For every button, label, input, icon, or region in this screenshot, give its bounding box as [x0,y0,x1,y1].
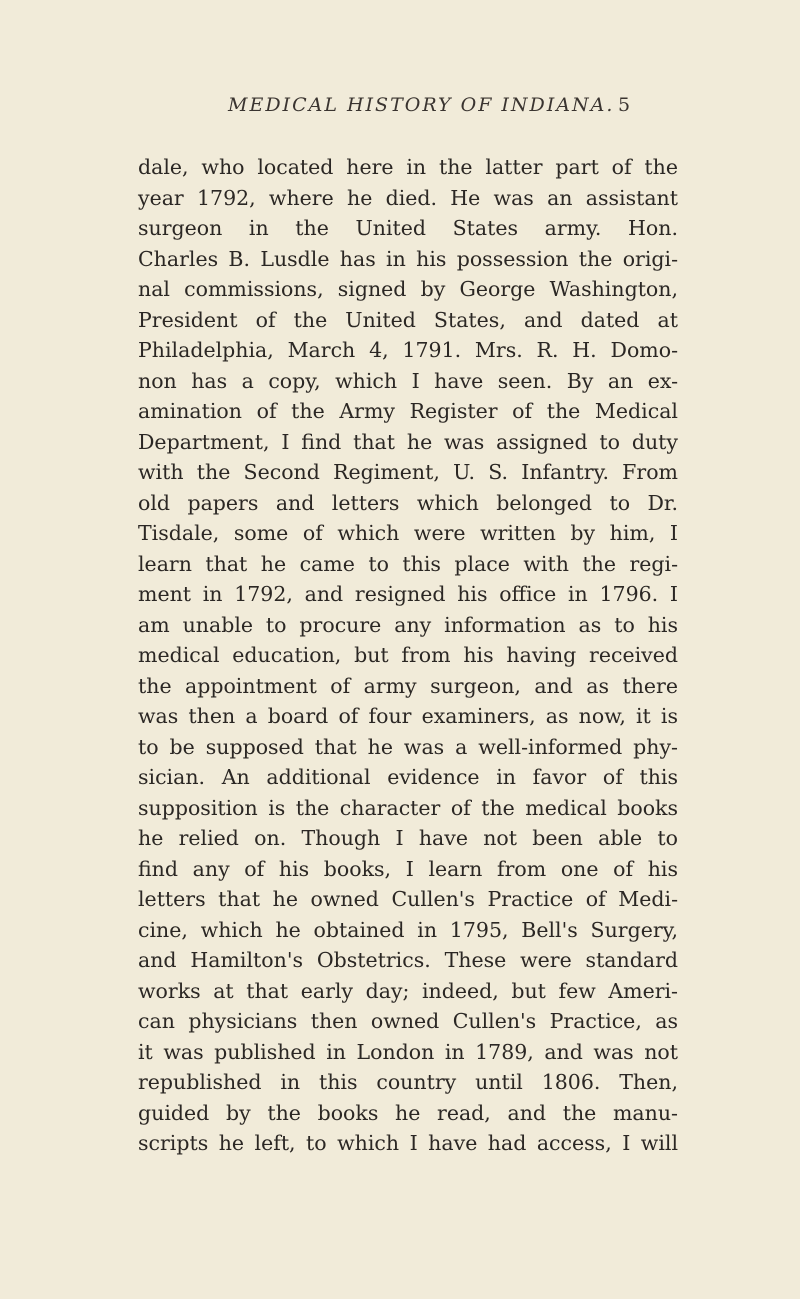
text-line: the appointment of army surgeon, and as there [138,673,678,698]
text-line: scripts he left, to which I have had access, I will [138,1131,678,1155]
text-line: guided by the books he read, and the manu- [138,1100,678,1125]
text-line: ment in 1792, and resigned his office in 1796. I [138,582,678,606]
text-line: surgeon in the United States army. Hon. [138,216,678,240]
text-line: President of the United States, and dated at [138,307,678,332]
text-line: dale, who located here in the latter part of the [138,155,678,179]
text-line: old papers and letters which belonged to Dr. [138,490,678,515]
text-line: medical education, but from his having received [138,643,678,667]
page-number: 5 [618,94,631,116]
text-line: sician. An additional evidence in favor of this [138,765,678,789]
text-line: it was published in London in 1789, and was not [138,1039,678,1064]
text-line: am unable to procure any information as to his [138,612,678,637]
text-line: year 1792, where he died. He was an assistant [138,185,678,210]
text-line: to be supposed that he was a well-informed phy- [138,734,678,759]
text-line: Department, I find that he was assigned to duty [138,429,678,454]
text-line: can physicians then owned Cullen's Practice, as [138,1009,678,1033]
text-line: nal commissions, signed by George Washington, [138,277,678,301]
text-line: he relied on. Though I have not been able to [138,826,678,850]
text-line: find any of his books, I learn from one of his [138,856,678,881]
body-text [138,152,678,1159]
text-line: with the Second Regiment, U. S. Infantry. From [138,460,678,484]
text-line: letters that he owned Cullen's Practice of Medi- [138,887,678,911]
text-line: non has a copy, which I have seen. By an ex- [138,368,678,393]
text-line: Philadelphia, March 4, 1791. Mrs. R. H. Domo- [138,338,678,362]
text-line: and Hamilton's Obstetrics. These were standard [138,948,678,972]
text-line: Charles B. Lusdle has in his possession the origi- [138,246,678,271]
text-line: learn that he came to this place with the regi- [138,551,678,576]
text-line: cine, which he obtained in 1795, Bell's Surgery, [138,917,678,942]
running-title: MEDICAL HISTORY OF INDIANA. [228,94,615,116]
text-line: republished in this country until 1806. Then, [138,1070,678,1094]
text-line: works at that early day; indeed, but few Ameri- [138,978,678,1003]
text-line: amination of the Army Register of the Medical [138,399,678,423]
text-line: was then a board of four examiners, as now, it is [138,704,678,728]
text-line: Tisdale, some of which were written by him, I [138,521,678,545]
text-line: supposition is the character of the medical books [138,795,678,820]
page-header [228,94,631,124]
